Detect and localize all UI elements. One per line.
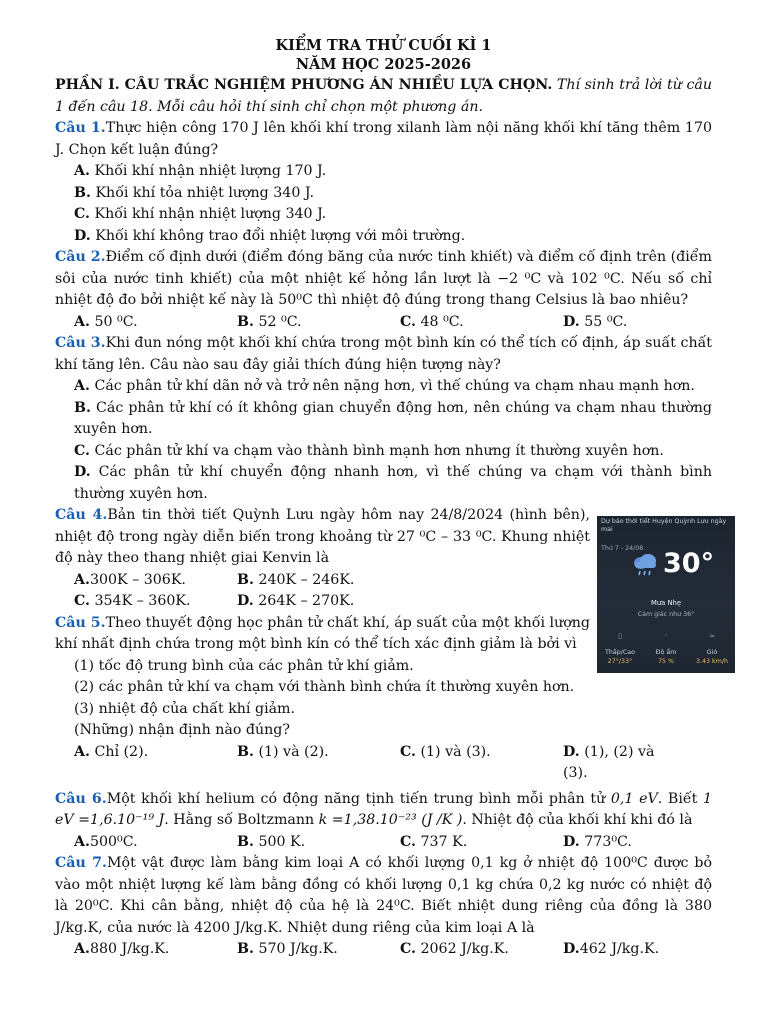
option-d[interactable] (237, 591, 400, 613)
option-a[interactable] (55, 161, 712, 183)
option-d[interactable] (55, 462, 712, 505)
option-d[interactable] (563, 742, 683, 785)
option-key: A. (74, 571, 90, 588)
option-a[interactable] (74, 939, 237, 961)
option-key: C. (400, 833, 416, 850)
option-text: 52 ⁰C. (258, 313, 302, 330)
option-c[interactable] (400, 312, 563, 334)
option-key: D. (237, 593, 254, 609)
question-text: Khi đun nóng một khối khí chứa trong một bình kín có thể tích cố định, áp suất chất khí tăng lên. Câu nào sau đây giải thích đúng hiện tượng này? (55, 335, 712, 373)
option-text: 50 ⁰C. (94, 313, 138, 330)
weather-title: Dự báo thời tiết Huyện Quỳnh Lưu ngày mai (601, 518, 727, 533)
option-key: C. (74, 593, 90, 609)
weather-col-label: Thấp/Cao (605, 649, 635, 656)
section-instruction: Thí sinh trả lời từ câu 1 đến câu 18. Mỗi câu hỏi thí sinh chỉ chọn một phương án. (55, 77, 712, 115)
option-key: B. (237, 743, 254, 760)
question-text: Theo thuyết động học phân tử chất khí, áp suất của một khối lượng khí nhất định chứa trong một bình kín có thể tích xác định giảm là bởi vì (55, 614, 590, 652)
question-text: Bản tin thời tiết Quỳnh Lưu ngày hôm nay 24/8/2024 (hình bên), nhiệt độ trong ngày diễn biến trong khoảng từ 27 ⁰C – 33 ⁰C. Khung nhiệt độ này theo thang nhiệt giai Kenvin là (55, 507, 590, 566)
option-key: A. (74, 163, 90, 179)
option-key: D. (74, 227, 91, 244)
option-text: Khối khí nhận nhiệt lượng 170 J. (94, 163, 327, 179)
weather-forecast-image (597, 516, 735, 673)
option-text: 300K – 306K. (89, 571, 186, 588)
weather-temperature: 30° (663, 548, 715, 579)
question-1 (55, 118, 712, 161)
question-text: Một khối khí helium có động năng tịnh tiến trung bình mỗi phân tử (106, 790, 606, 807)
weather-col-value: 27°/33° (607, 658, 633, 665)
question-label: Câu 1. (55, 120, 106, 136)
section-intro (55, 75, 712, 118)
option-text: (1), (2) và (3). (563, 743, 655, 781)
weather-col-wind (689, 632, 735, 666)
option-key: A. (74, 313, 90, 330)
option-b[interactable] (237, 939, 400, 961)
thermometer-icon: ▯ (618, 632, 622, 640)
option-text: 500 K. (258, 833, 306, 850)
option-b[interactable] (237, 570, 400, 592)
option-text: 500⁰C. (89, 833, 138, 850)
option-a[interactable] (55, 376, 712, 398)
rain-cloud-icon (631, 553, 659, 577)
option-key: A. (74, 378, 90, 394)
weather-col-value: 3.43 km/h (696, 658, 728, 665)
option-c[interactable] (400, 742, 563, 785)
option-c[interactable] (55, 204, 712, 226)
option-text: 55 ⁰C. (584, 313, 628, 330)
question-6 (55, 789, 712, 832)
option-text: Các phân tử khí va chạm vào thành bình mạnh hơn nhưng ít thường xuyên hơn. (94, 442, 664, 459)
question-label: Câu 5. (55, 614, 106, 631)
option-c[interactable] (400, 939, 563, 961)
statement-2: (2) các phân tử khí va chạm với thành bình chứa ít thường xuyên hơn. (74, 679, 575, 695)
option-text: 264K – 270K. (258, 593, 355, 609)
option-text: 240K – 246K. (258, 571, 355, 588)
option-key: D. (74, 464, 91, 480)
option-c[interactable] (74, 591, 237, 613)
option-key: C. (400, 313, 416, 330)
option-b[interactable] (55, 183, 712, 205)
option-text: Các phân tử khí chuyển động nhanh hơn, vì thế chúng va chạm với thành bình thường xuyên hơn. (74, 464, 712, 502)
option-text: 462 J/kg.K. (579, 941, 660, 957)
option-key: C. (74, 206, 90, 222)
option-c[interactable] (55, 441, 712, 463)
question-label: Câu 2. (55, 249, 106, 265)
droplet-icon: ◦ (663, 632, 669, 640)
statement-prompt: (Những) nhận định nào đúng? (74, 722, 290, 738)
option-text: 570 J/kg.K. (258, 941, 338, 957)
option-text: 2062 J/kg.K. (420, 941, 509, 957)
option-text: 773⁰C. (584, 833, 632, 850)
question-7 (55, 853, 712, 939)
option-key: B. (237, 571, 254, 588)
option-d[interactable] (563, 832, 683, 854)
option-key: C. (74, 442, 90, 459)
weather-details (597, 632, 735, 672)
option-c[interactable] (400, 832, 563, 854)
weather-condition: Mưa Nhẹ (650, 599, 682, 607)
option-key: C. (400, 941, 416, 957)
exam-header (55, 36, 712, 74)
option-key: B. (237, 941, 254, 957)
question-3 (55, 333, 712, 376)
option-a[interactable] (74, 832, 237, 854)
option-d[interactable] (563, 939, 683, 961)
question-label: Câu 7. (55, 855, 107, 871)
exam-year: NĂM HỌC 2025-2026 (295, 56, 472, 73)
energy-formula: 0,1 eV (610, 790, 658, 807)
option-d[interactable] (55, 226, 712, 248)
option-key: B. (74, 399, 91, 416)
question-text: Điểm cố định dưới (điểm đóng băng của nước tinh khiết) và điểm cố định trên (điểm sôi của nước tinh khiết) của một nhiệt kế hỏng lần lượt là −2 ⁰C và 102 ⁰C. Nếu số chỉ nhiệt độ đo bởi nhiệt kế này là 50⁰C thì nhiệt độ đúng trong thang Celsius là bao nhiêu? (55, 249, 712, 308)
question-4 (55, 505, 590, 570)
option-text: 354K – 360K. (94, 593, 191, 609)
option-key: A. (74, 743, 90, 760)
weather-feels-like: Cảm giác như 36° (637, 611, 695, 618)
option-b[interactable] (55, 398, 712, 441)
wind-icon: ≈ (709, 632, 715, 640)
option-key: A. (74, 833, 90, 850)
option-text: Các phân tử khí dãn nở và trở nên nặng hơn, vì thế chúng va chạm nhau mạnh hơn. (94, 378, 695, 394)
question-label: Câu 4. (55, 507, 108, 523)
option-key: B. (237, 833, 254, 850)
option-a[interactable] (74, 742, 237, 785)
option-key: B. (74, 184, 91, 201)
option-key: D. (563, 833, 580, 850)
ev-formula: 1 eV =1,6.10⁻¹⁹ J (55, 790, 712, 828)
option-text: Khối khí tỏa nhiệt lượng 340 J. (95, 184, 314, 201)
question-label: Câu 6. (55, 790, 107, 807)
question-text: . Hằng số Boltzmann (164, 812, 315, 828)
question-text: Thực hiện công 170 J lên khối khí trong xilanh làm nội năng khối khí tăng thêm 170 J. Chọn kết luận đúng? (55, 120, 712, 158)
option-key: D. (563, 743, 580, 760)
weather-col-label: Độ ẩm (655, 649, 677, 656)
option-key: B. (237, 313, 254, 330)
question-2 (55, 247, 712, 312)
option-key: C. (400, 743, 416, 760)
statement-3: (3) nhiệt độ của chất khí giảm. (74, 700, 296, 717)
statement-1: (1) tốc độ trung bình của các phân tử khí giảm. (74, 657, 414, 674)
option-key: A. (74, 941, 90, 957)
options-row (55, 832, 712, 854)
exam-title: KIỂM TRA THỬ CUỐI KÌ 1 (275, 37, 492, 54)
option-d[interactable] (563, 312, 683, 334)
options-row (55, 742, 712, 785)
option-b[interactable] (237, 312, 400, 334)
options-row (55, 312, 712, 334)
option-text: Khối khí không trao đổi nhiệt lượng với môi trường. (95, 227, 466, 244)
option-text: Các phân tử khí có ít không gian chuyển động hơn, nên chúng va chạm nhau thường xuyên hơn. (74, 399, 712, 437)
option-a[interactable] (74, 312, 237, 334)
weather-date: Thứ 7 - 24/08 (601, 545, 644, 552)
weather-col-label: Gió (706, 649, 718, 656)
option-a[interactable] (74, 570, 237, 592)
options-row (55, 939, 712, 961)
option-text: 48 ⁰C. (420, 313, 464, 330)
option-text: Khối khí nhận nhiệt lượng 340 J. (94, 206, 327, 222)
question-text: Một vật được làm bằng kim loại A có khối lượng 0,1 kg ở nhiệt độ 100⁰C được bỏ vào một nhiệt lượng kế làm bằng đồng có khối lượng 0,1 kg chứa 0,2 kg nước có nhiệt độ là 20⁰C. Khi cân bằng, nhiệt độ của hệ là 24⁰C. Biết nhiệt dung riêng của đồng là 380 J/kg.K, của nước là 4200 J/kg.K. Nhiệt dung riêng của kim loại A là (55, 855, 712, 936)
option-text: Chỉ (2). (94, 743, 149, 760)
option-text: 737 K. (420, 833, 468, 850)
question-text: . Biết (657, 790, 698, 807)
option-key: D. (563, 313, 580, 330)
option-b[interactable] (237, 742, 400, 785)
option-text: 880 J/kg.K. (89, 941, 170, 957)
weather-col-humidity (643, 632, 689, 666)
question-text: . Nhiệt độ của khối khí khi đó là (462, 812, 693, 828)
option-text: (1) và (2). (258, 743, 329, 760)
weather-col-value: 75 % (658, 658, 674, 665)
option-b[interactable] (237, 832, 400, 854)
section-heading: PHẦN I. CÂU TRẮC NGHIỆM PHƯƠNG ÁN NHIỀU LỰA CHỌN. (55, 77, 553, 93)
option-key: D. (563, 941, 580, 957)
question-5 (55, 613, 590, 656)
weather-col-lowhigh (597, 632, 643, 666)
question-label: Câu 3. (55, 335, 106, 351)
option-text: (1) và (3). (420, 743, 491, 760)
boltzmann-formula: k =1,38.10⁻²³ (J /K ) (318, 812, 463, 828)
